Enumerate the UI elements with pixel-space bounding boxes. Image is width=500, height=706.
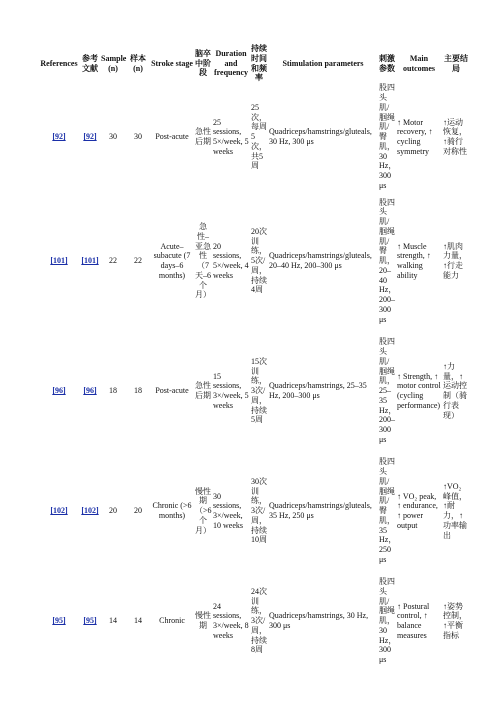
stage-cell: Post-acute <box>155 386 189 396</box>
reference-link[interactable]: [101] <box>50 256 68 266</box>
table-row <box>38 451 470 571</box>
outcomes-cell: ↑ Motor recovery, ↑ cycling symmetry <box>397 117 433 156</box>
outcomes-cell: ↑ Strength, ↑ motor control (cycling performance) <box>397 371 441 410</box>
duration-cell-cn: 24次训练，3次/周，持续8周 <box>251 586 267 655</box>
header-sample: Sample (n) <box>101 53 127 73</box>
header-outcomes-cn: 主要结局 <box>444 53 468 73</box>
sample-cell-cn: 22 <box>134 256 142 266</box>
outcomes-cell-cn: ↑VO₂峰值，↑耐力，↑功率输出 <box>443 481 467 540</box>
sample-cell: 22 <box>109 256 117 266</box>
stimulation-cell-cn: 股四头肌/腘绳肌，30 Hz，300 μs <box>379 577 397 665</box>
sample-cell: 20 <box>109 506 117 516</box>
table-row <box>38 83 470 191</box>
stimulation-cell: Quadriceps/hamstrings/gluteals, 30 Hz, 300 μs <box>269 127 372 146</box>
outcomes-cell: ↑ VO₂ peak, ↑ endurance, ↑ power output <box>397 491 438 530</box>
stimulation-cell-cn: 股四头肌/腘绳肌/臀肌，20–40 Hz，200–300 μs <box>379 197 397 324</box>
table-row <box>38 571 470 671</box>
header-duration: Duration and frequency <box>213 48 249 78</box>
sample-cell-cn: 14 <box>134 616 142 626</box>
reference-link-cn[interactable]: [95] <box>83 616 97 626</box>
stage-cell-cn: 急性后期 <box>195 381 211 400</box>
duration-cell: 25 sessions, 5×/week, 5 weeks <box>213 117 249 156</box>
reference-link-cn[interactable]: [102] <box>81 506 99 516</box>
header-duration-cn: 持续时间和频率 <box>251 44 267 83</box>
stimulation-cell-cn: 股四头肌/腘绳肌/臀肌，30 Hz，300 μs <box>379 83 397 190</box>
reference-link[interactable]: [96] <box>52 386 66 396</box>
stage-cell-cn: 急性–亚急性（7天–6个月） <box>195 222 211 300</box>
stage-cell-cn: 慢性期（>6个月） <box>195 486 212 535</box>
duration-cell-cn: 20次训练，5次/周，持续4周 <box>251 226 267 295</box>
outcomes-cell-cn: ↑姿势控制，↑平衡指标 <box>443 601 467 640</box>
stage-cell: Chronic (>6 months) <box>152 501 192 520</box>
stimulation-cell-cn: 股四头肌/腘绳肌，25–35 Hz，200–300 μs <box>379 337 397 444</box>
reference-link[interactable]: [102] <box>50 506 68 516</box>
sample-cell: 18 <box>109 386 117 396</box>
outcomes-cell: ↑ Postural control, ↑ balance measures <box>397 601 430 640</box>
duration-cell-cn: 30次训练，3次/周，持续10周 <box>251 476 267 545</box>
outcomes-cell: ↑ Muscle strength, ↑ walking ability <box>397 241 431 280</box>
stimulation-cell: Quadriceps/hamstrings/gluteals, 20–40 Hz, 200–300 μs <box>269 251 372 270</box>
reference-link-cn[interactable]: [92] <box>83 132 97 142</box>
duration-cell-cn: 25次，每周5次，共5周 <box>251 102 267 171</box>
sample-cell: 14 <box>109 616 117 626</box>
duration-cell: 15 sessions, 3×/week, 5 weeks <box>213 371 249 410</box>
outcomes-cell-cn: ↑力量，↑运动控制（骑行表现） <box>443 361 467 420</box>
header-stimulation-cn: 刺激参数 <box>379 53 395 73</box>
header-stroke-stage: Stroke stage <box>151 58 193 68</box>
duration-cell: 30 sessions, 3×/week, 10 weeks <box>213 491 243 530</box>
stimulation-cell: Quadriceps/hamstrings, 30 Hz, 300 μs <box>269 611 369 630</box>
header-stimulation: Stimulation parameters <box>282 58 364 68</box>
stimulation-cell: Quadriceps/hamstrings/gluteals, 35 Hz, 250 μs <box>269 501 372 520</box>
outcomes-cell-cn: ↑运动恢复，↑骑行对称性 <box>443 117 467 156</box>
sample-cell: 30 <box>109 132 117 142</box>
outcomes-cell-cn: ↑肌肉力量，↑行走能力 <box>443 241 467 280</box>
header-references: References <box>40 58 78 68</box>
header-stage-cn: 脑卒中阶段 <box>195 48 211 78</box>
sample-cell-cn: 18 <box>134 386 142 396</box>
stimulation-cell-cn: 股四头肌/腘绳肌/臀肌，35 Hz，250 μs <box>379 457 397 564</box>
reference-link[interactable]: [92] <box>52 132 66 142</box>
stage-cell-cn: 急性后期 <box>195 127 211 146</box>
sample-cell-cn: 30 <box>134 132 142 142</box>
header-references-cn: 参考文献 <box>82 53 98 73</box>
header-sample-cn: 样本 (n) <box>130 53 146 73</box>
stage-cell: Chronic <box>159 616 185 626</box>
stage-cell: Acute–subacute (7 days–6 months) <box>153 241 191 280</box>
table-row <box>38 191 470 331</box>
sample-cell-cn: 20 <box>134 506 142 516</box>
reference-link-cn[interactable]: [96] <box>83 386 97 396</box>
stage-cell: Post-acute <box>155 132 189 142</box>
reference-link[interactable]: [95] <box>52 616 66 626</box>
duration-cell: 24 sessions, 3×/week, 8 weeks <box>213 601 249 640</box>
stimulation-cell: Quadriceps/hamstrings, 25–35 Hz, 200–300 μs <box>269 381 367 400</box>
duration-cell-cn: 15次训练，3次/周，持续5周 <box>251 356 267 425</box>
duration-cell: 20 sessions, 5×/week, 4 weeks <box>213 241 249 280</box>
fes-cycling-table <box>38 44 470 671</box>
header-outcomes: Main outcomes <box>403 53 435 73</box>
stage-cell-cn: 慢性期 <box>195 611 211 630</box>
table-row <box>38 331 470 451</box>
table-header-row <box>38 44 470 83</box>
reference-link-cn[interactable]: [101] <box>81 256 99 266</box>
